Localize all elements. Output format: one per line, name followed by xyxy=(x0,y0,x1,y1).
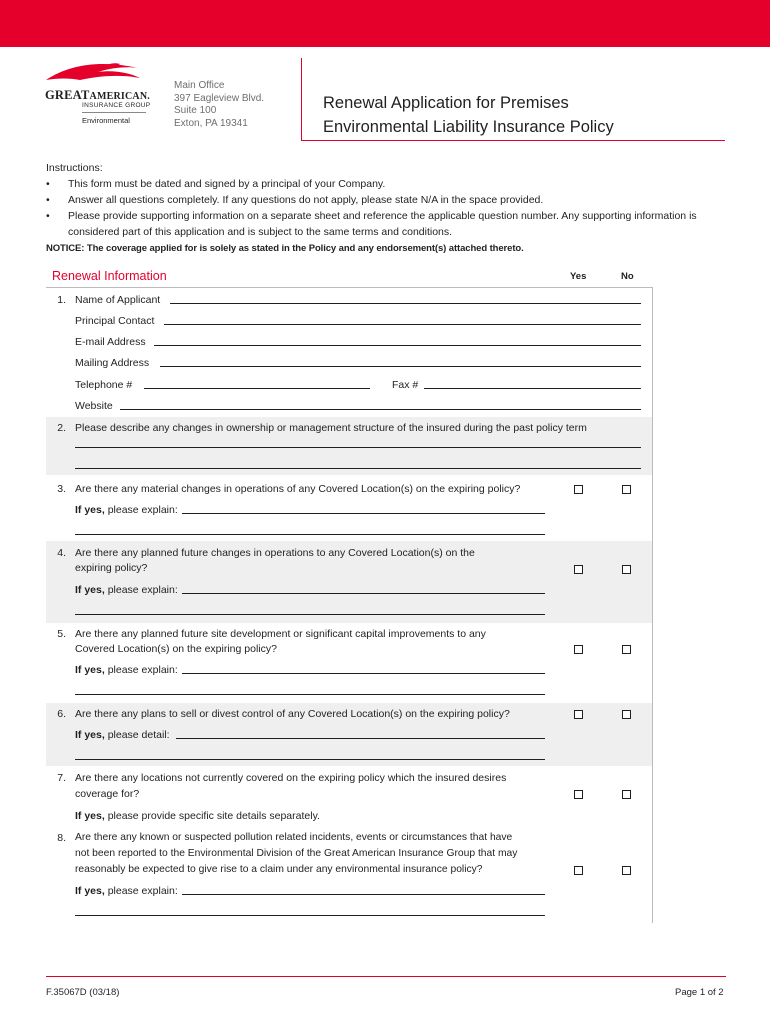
answer-line[interactable] xyxy=(75,447,641,448)
form-number: F.35067D (03/18) xyxy=(46,987,120,998)
instruction-item: • Answer all questions completely. If any questions do not apply, please state N/A in the space provided. xyxy=(46,194,544,206)
no-checkbox[interactable] xyxy=(622,790,631,799)
question-text: Are there any plans to sell or divest control of any Covered Location(s) on the expiring policy? xyxy=(75,708,510,720)
email-label: E-mail Address xyxy=(75,336,146,348)
question-text: Please describe any changes in ownership or management structure of the insured during the past policy term xyxy=(75,422,587,434)
instructions-heading: Instructions: xyxy=(46,162,103,174)
if-yes-text: If yes, xyxy=(75,664,105,676)
yes-checkbox[interactable] xyxy=(574,565,583,574)
title-line: Renewal Application for Premises xyxy=(323,94,569,112)
question-8 xyxy=(46,830,656,922)
if-yes-prompt: please detail: xyxy=(107,729,170,741)
header-rule xyxy=(301,140,725,141)
question-text: expiring policy? xyxy=(75,562,148,574)
header-vertical-divider xyxy=(301,58,302,140)
email-field[interactable] xyxy=(154,345,641,346)
no-checkbox[interactable] xyxy=(622,866,631,875)
answer-line[interactable] xyxy=(75,694,545,695)
question-text: Are there any known or suspected pollution related incidents, events or circumstances that have xyxy=(75,832,513,843)
no-column-header: No xyxy=(621,271,634,282)
answer-line[interactable] xyxy=(75,468,641,469)
question-number: 3. xyxy=(57,483,66,495)
question-text: Are there any material changes in operations of any Covered Location(s) on the expiring policy? xyxy=(75,483,521,495)
footer-rule xyxy=(46,976,726,977)
telephone-label: Telephone # xyxy=(75,379,133,391)
question-text: not been reported to the Environmental Division of the Great American Insurance Group that may xyxy=(75,848,518,859)
office-address xyxy=(174,80,264,130)
no-checkbox[interactable] xyxy=(622,710,631,719)
question-3 xyxy=(46,481,656,539)
applicant-name-field[interactable] xyxy=(170,303,641,304)
logo-division: Environmental xyxy=(82,116,130,125)
question-text: reasonably be expected to give rise to a claim under any environmental insurance policy? xyxy=(75,864,483,875)
question-7 xyxy=(46,770,656,826)
if-yes-text: If yes, xyxy=(75,810,105,822)
question-6 xyxy=(46,706,656,764)
coverage-notice: NOTICE: The coverage applied for is solely as stated in the Policy and any endorsement(s) attached thereto. xyxy=(46,243,524,254)
no-checkbox[interactable] xyxy=(622,485,631,494)
question-number: 7. xyxy=(57,772,66,784)
instruction-item: • Please provide supporting information on a separate sheet and reference the applicable question number. Any supporting information is considered part of this application and is subject to the same terms and conditions. xyxy=(46,210,697,238)
instructions xyxy=(46,160,736,240)
fax-label: Fax # xyxy=(392,379,419,391)
section-title: Renewal Information xyxy=(52,269,167,283)
title-line: Environmental Liability Insurance Policy xyxy=(323,118,614,136)
question-number: 4. xyxy=(57,547,66,559)
answer-line[interactable] xyxy=(75,915,545,916)
if-yes-text: If yes, xyxy=(75,885,105,897)
question-text: Are there any planned future site development or significant capital improvements to any xyxy=(75,628,486,640)
explain-field[interactable] xyxy=(182,894,545,895)
no-checkbox[interactable] xyxy=(622,565,631,574)
principal-contact-field[interactable] xyxy=(164,324,641,325)
question-1 xyxy=(46,292,656,422)
logo-divider xyxy=(82,112,146,113)
yes-checkbox[interactable] xyxy=(574,866,583,875)
applicant-name-label: Name of Applicant xyxy=(75,294,161,306)
instruction-text: Answer all questions completely. If any questions do not apply, please state N/A in the space provided. xyxy=(68,194,544,206)
question-text: Covered Location(s) on the expiring policy? xyxy=(75,643,277,655)
if-yes-label xyxy=(75,662,178,678)
mailing-address-label: Mailing Address xyxy=(75,357,150,369)
answer-line[interactable] xyxy=(75,534,545,535)
no-checkbox[interactable] xyxy=(622,645,631,654)
mailing-address-field[interactable] xyxy=(160,366,641,367)
if-yes-text: If yes, xyxy=(75,504,105,516)
address-line: Exton, PA 19341 xyxy=(174,117,248,129)
if-yes-label xyxy=(75,883,178,899)
if-yes-prompt: please explain: xyxy=(107,504,178,516)
if-yes-text: If yes, xyxy=(75,584,105,596)
question-text: coverage for? xyxy=(75,788,140,800)
explain-field[interactable] xyxy=(182,513,545,514)
logo-subtitle: INSURANCE GROUP xyxy=(82,102,151,109)
section-rule xyxy=(46,287,652,288)
yes-column-header: Yes xyxy=(570,271,587,282)
question-4 xyxy=(46,545,656,621)
instruction-text: This form must be dated and signed by a principal of your Company. xyxy=(68,178,386,190)
page-number: Page 1 of 2 xyxy=(675,987,724,998)
website-field[interactable] xyxy=(120,409,641,410)
telephone-field[interactable] xyxy=(144,388,370,389)
question-number: 5. xyxy=(57,628,66,640)
if-yes-label xyxy=(75,727,170,743)
yes-checkbox[interactable] xyxy=(574,790,583,799)
yes-checkbox[interactable] xyxy=(574,645,583,654)
question-number: 6. xyxy=(57,708,66,720)
address-line: Suite 100 xyxy=(174,105,217,116)
address-line: 397 Eagleview Blvd. xyxy=(174,92,265,104)
explain-field[interactable] xyxy=(182,593,545,594)
yes-checkbox[interactable] xyxy=(574,485,583,494)
if-yes-prompt: please provide specific site details separately. xyxy=(107,810,320,822)
question-text: Are there any locations not currently covered on the expiring policy which the insured desires xyxy=(75,772,507,784)
document-title xyxy=(323,91,614,139)
website-label: Website xyxy=(75,400,113,412)
address-line: Main Office xyxy=(174,80,225,91)
question-number: 2. xyxy=(57,422,66,434)
instruction-item: • This form must be dated and signed by a principal of your Company. xyxy=(46,178,386,190)
top-color-bar xyxy=(0,0,770,47)
question-text: Are there any planned future changes in operations to any Covered Location(s) on the xyxy=(75,547,475,559)
yes-checkbox[interactable] xyxy=(574,710,583,719)
question-2 xyxy=(46,420,656,475)
if-yes-label xyxy=(75,582,178,598)
logo-wordmark: GREATAMERICAN. xyxy=(45,88,150,102)
answer-line[interactable] xyxy=(75,759,545,760)
answer-line[interactable] xyxy=(75,614,545,615)
if-yes-label xyxy=(75,502,178,518)
question-number: 8. xyxy=(57,832,66,844)
company-logo xyxy=(40,60,152,130)
if-yes-text: If yes, xyxy=(75,729,105,741)
if-yes-label xyxy=(75,808,320,824)
if-yes-prompt: please explain: xyxy=(107,584,178,596)
fax-field[interactable] xyxy=(424,388,641,389)
principal-contact-label: Principal Contact xyxy=(75,315,155,327)
explain-field[interactable] xyxy=(182,673,545,674)
if-yes-prompt: please explain: xyxy=(107,885,178,897)
detail-field[interactable] xyxy=(176,738,545,739)
question-number: 1. xyxy=(57,294,66,306)
instruction-text: Please provide supporting information on a separate sheet and reference the applicable question number. Any supporting information is considered part of this application and is subject to the same terms and conditions. xyxy=(68,210,697,238)
if-yes-prompt: please explain: xyxy=(107,664,178,676)
question-5 xyxy=(46,626,656,702)
eagle-icon xyxy=(40,60,152,90)
